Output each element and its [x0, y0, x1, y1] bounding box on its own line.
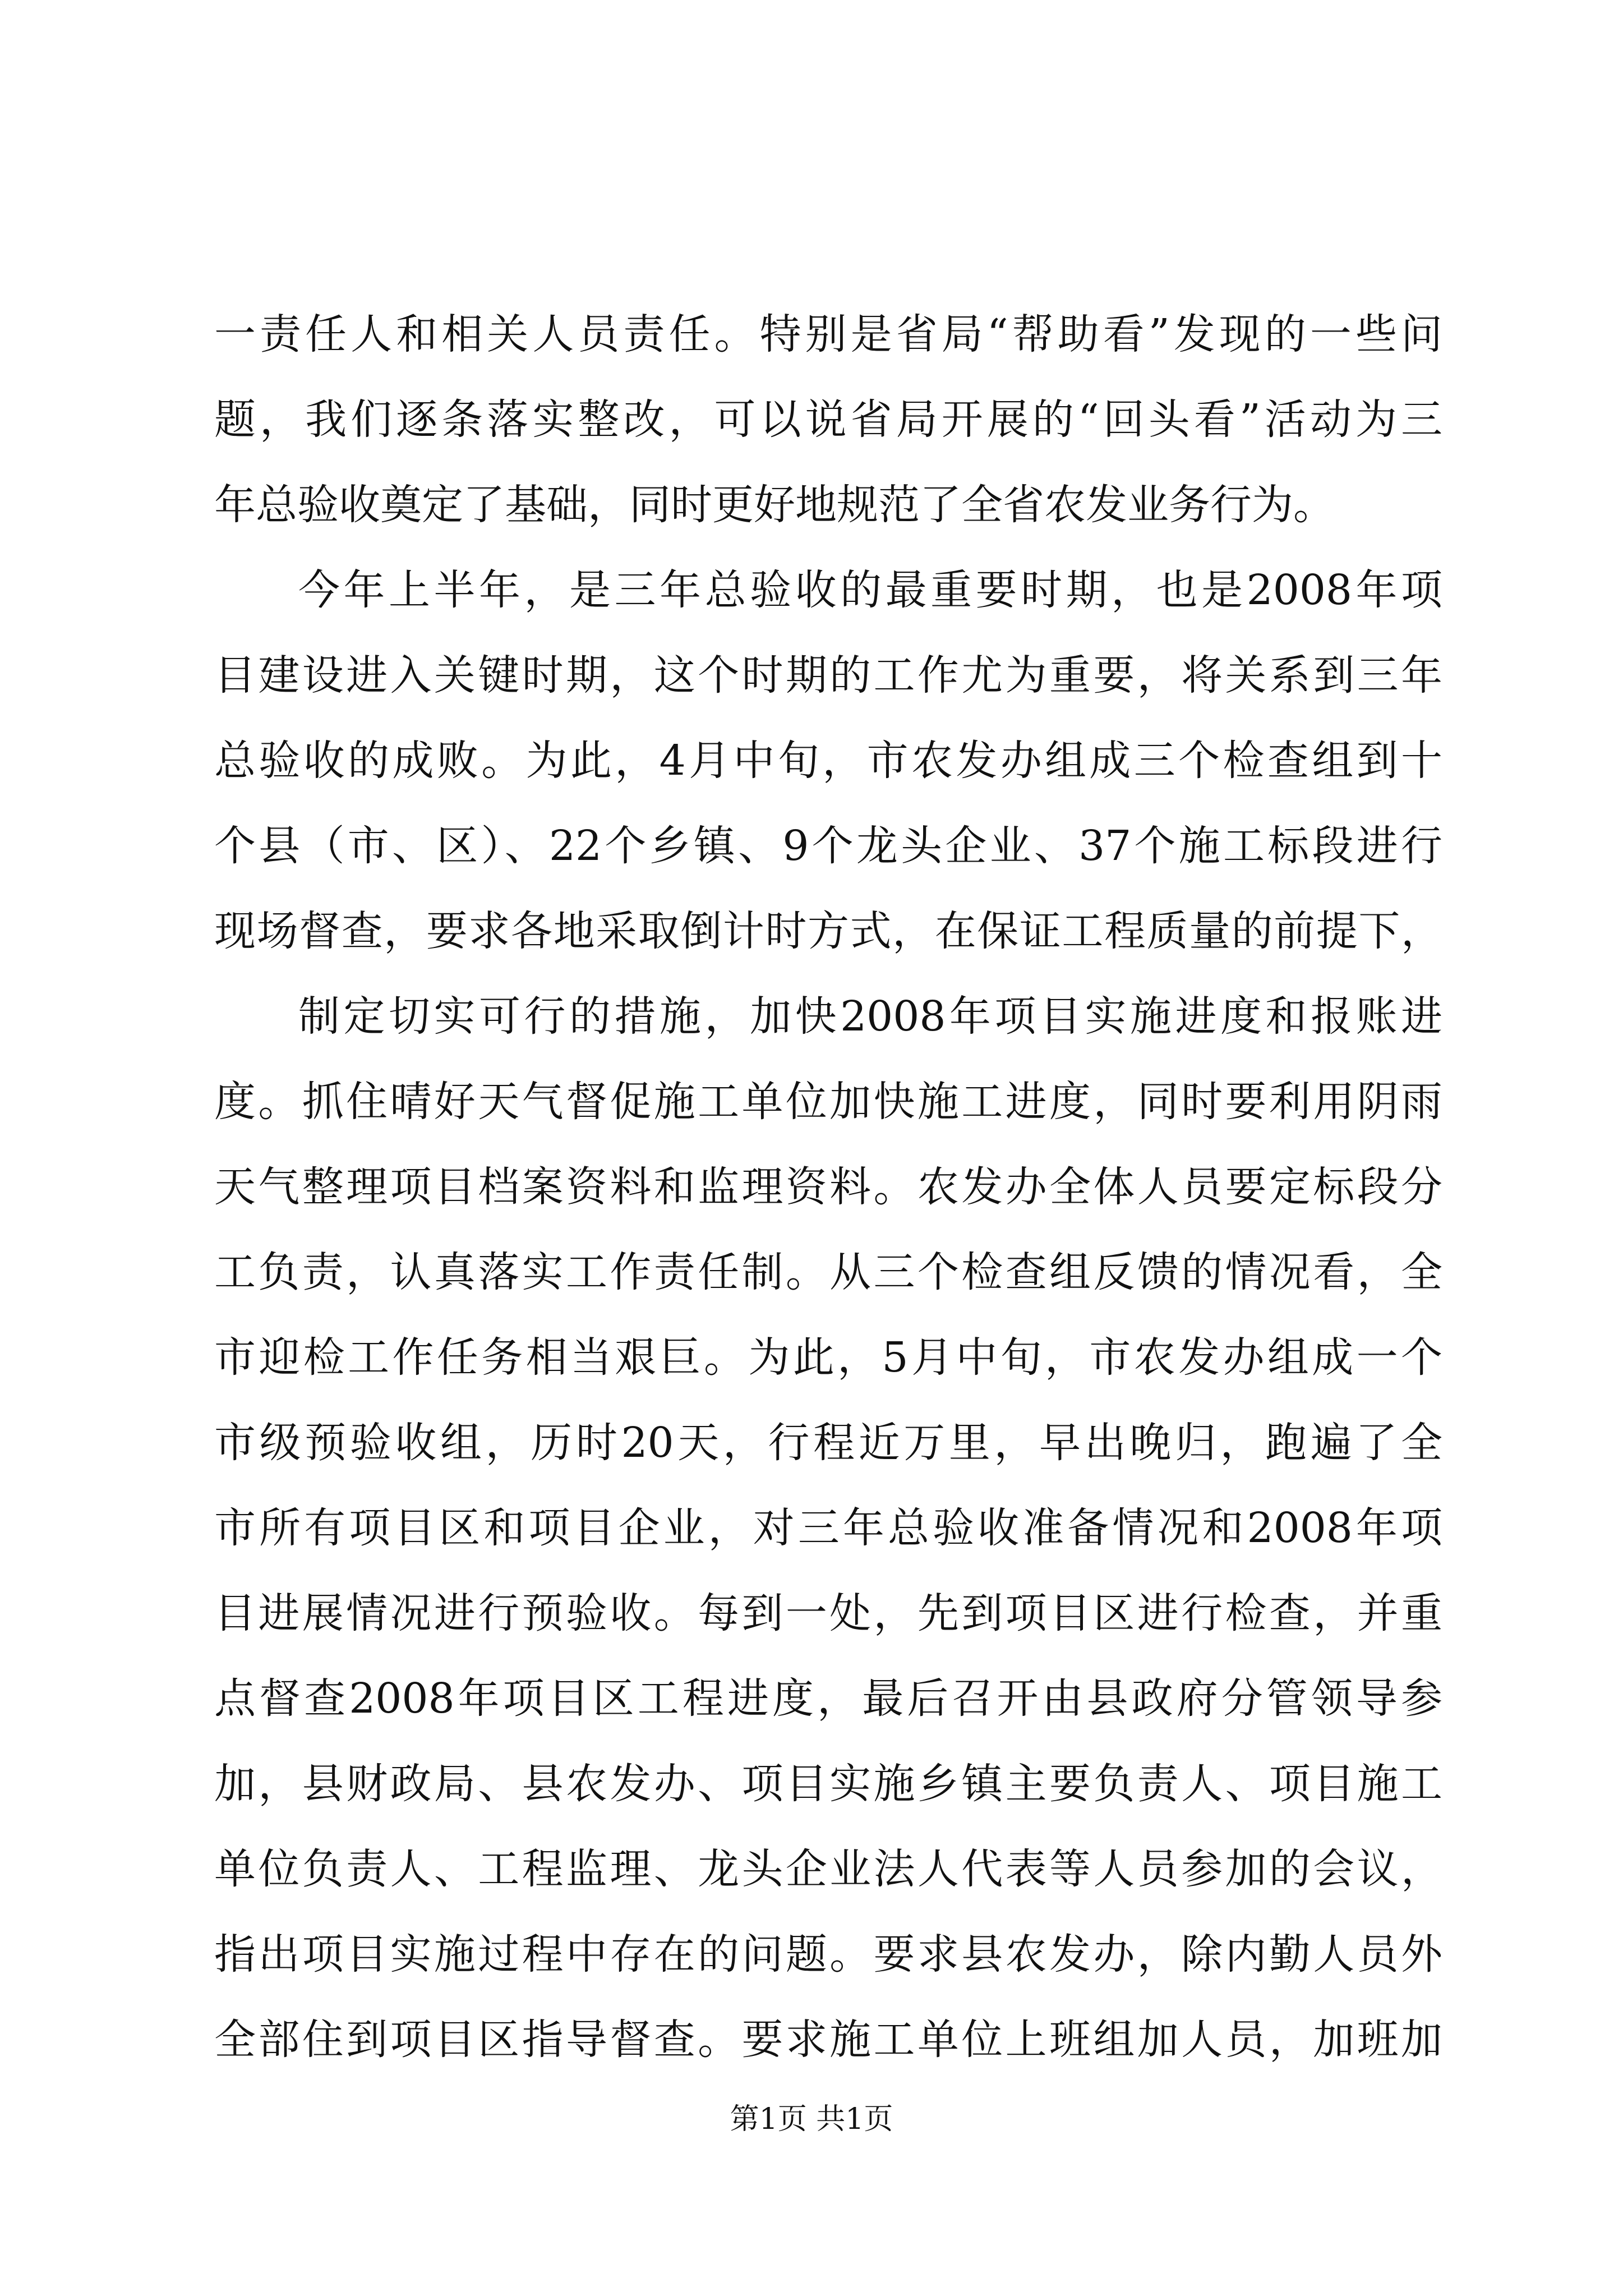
body-text-line: 单位负责人、工程监理、龙头企业法人代表等人员参加的会议， — [214, 1845, 1442, 1893]
paragraph-first-line: 今年上半年，是三年总验收的最重要时期，也是2008年项 — [298, 566, 1442, 614]
body-text-line: 目建设进入关键时期，这个时期的工作尤为重要，将关系到三年 — [214, 651, 1442, 700]
body-text-line: 点督查2008年项目区工程进度，最后召开由县政府分管领导参 — [214, 1674, 1442, 1723]
body-text-line: 工负责，认真落实工作责任制。从三个检查组反馈的情况看，全 — [214, 1248, 1442, 1296]
body-text-line: 指出项目实施过程中存在的问题。要求县农发办，除内勤人员外 — [214, 1930, 1442, 1978]
body-text-line: 天气整理项目档案资料和监理资料。农发办全体人员要定标段分 — [214, 1163, 1442, 1211]
body-text-line: 一责任人和相关人员责任。特别是省局“帮助看”发现的一些问 — [214, 310, 1442, 358]
body-text-line: 题，我们逐条落实整改，可以说省局开展的“回头看”活动为三 — [214, 395, 1442, 444]
page-number-footer: 第1页 共1页 — [730, 2102, 893, 2136]
body-text-line: 现场督查，要求各地采取倒计时方式，在保证工程质量的前提下， — [214, 907, 1442, 955]
body-text-line: 个县（市、区）、22个乡镇、9个龙头企业、37个施工标段进行 — [214, 822, 1442, 870]
paragraph-first-line: 制定切实可行的措施，加快2008年项目实施进度和报账进 — [298, 992, 1442, 1041]
document-body — [214, 292, 1442, 2082]
body-text-line: 年总验收奠定了基础，同时更好地规范了全省农发业务行为。 — [214, 481, 1335, 529]
body-text-line: 市所有项目区和项目企业，对三年总验收准备情况和2008年项 — [214, 1504, 1442, 1552]
body-text-line: 总验收的成败。为此，4月中旬，市农发办组成三个检查组到十 — [214, 737, 1442, 785]
body-text-line: 度。抓住晴好天气督促施工单位加快施工进度，同时要利用阴雨 — [214, 1078, 1442, 1126]
body-text-line: 加，县财政局、县农发办、项目实施乡镇主要负责人、项目施工 — [214, 1760, 1442, 1808]
body-text-line: 市级预验收组，历时20天，行程近万里，早出晚归，跑遍了全 — [214, 1419, 1442, 1467]
body-text-line: 市迎检工作任务相当艰巨。为此，5月中旬，市农发办组成一个 — [214, 1333, 1442, 1382]
body-text-line: 目进展情况进行预验收。每到一处，先到项目区进行检查，并重 — [214, 1589, 1442, 1637]
body-text-line: 全部住到项目区指导督查。要求施工单位上班组加人员，加班加 — [214, 2016, 1442, 2064]
